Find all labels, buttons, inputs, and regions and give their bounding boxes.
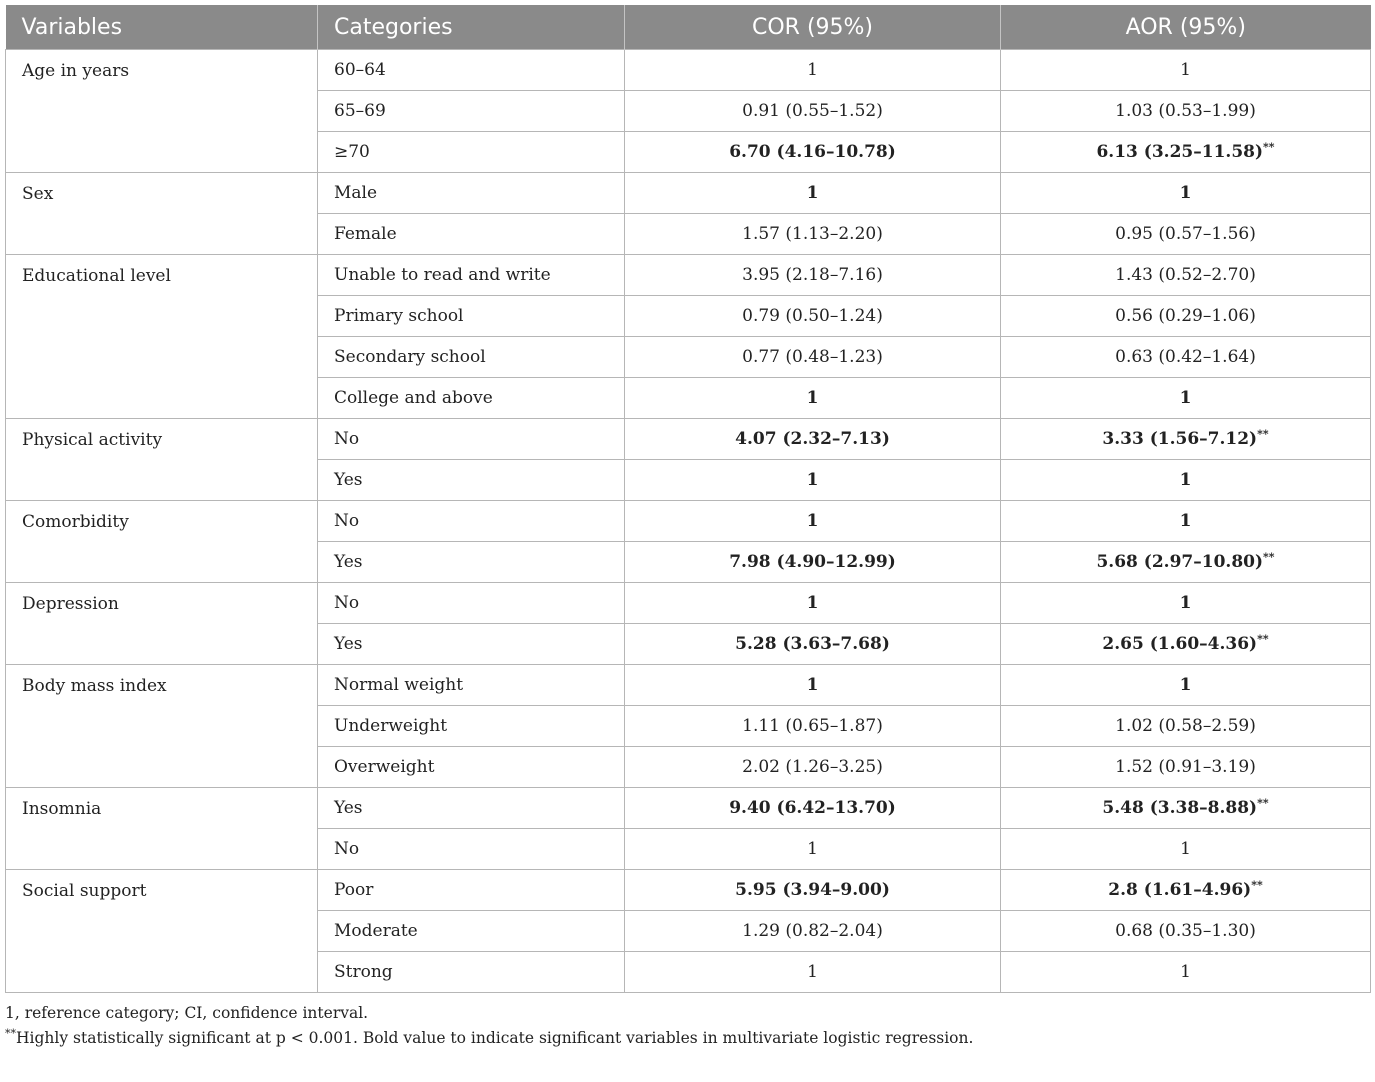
significance-marker: **	[1263, 140, 1275, 154]
variable-cell: Insomnia	[6, 788, 318, 870]
category-cell: No	[318, 829, 625, 870]
aor-cell	[1001, 337, 1371, 378]
aor-cell	[1001, 50, 1371, 91]
cor-cell	[625, 501, 1001, 542]
cor-value: 1.57 (1.13–2.20)	[742, 224, 883, 244]
cor-cell	[625, 378, 1001, 419]
aor-cell	[1001, 911, 1371, 952]
cor-cell	[625, 788, 1001, 829]
cor-cell	[625, 50, 1001, 91]
cor-value: 0.77 (0.48–1.23)	[742, 347, 883, 367]
significance-marker: **	[1251, 878, 1263, 892]
cor-value: 5.28 (3.63–7.68)	[735, 634, 890, 654]
cor-cell	[625, 419, 1001, 460]
aor-cell	[1001, 665, 1371, 706]
aor-value: 1	[1180, 60, 1191, 80]
category-cell: Normal weight	[318, 665, 625, 706]
category-cell: College and above	[318, 378, 625, 419]
footnote-reference: 1, reference category; CI, confidence interval.	[5, 1004, 369, 1022]
cor-cell	[625, 665, 1001, 706]
cor-cell	[625, 542, 1001, 583]
aor-value: 1	[1180, 839, 1191, 859]
aor-value: 3.33 (1.56–7.12)	[1102, 429, 1258, 449]
aor-value: 1.03 (0.53–1.99)	[1115, 101, 1256, 121]
aor-value: 1.52 (0.91–3.19)	[1115, 757, 1256, 777]
aor-value: 1	[1179, 388, 1192, 408]
table-row	[6, 173, 1371, 214]
cor-value: 1	[806, 183, 819, 203]
aor-value: 1	[1179, 675, 1192, 695]
header-cor: COR (95%)	[625, 5, 1001, 50]
header-row	[6, 5, 1371, 50]
aor-value: 1	[1180, 962, 1191, 982]
aor-value: 1.02 (0.58–2.59)	[1115, 716, 1256, 736]
aor-value: 1	[1179, 183, 1192, 203]
aor-cell	[1001, 91, 1371, 132]
aor-cell	[1001, 378, 1371, 419]
cor-cell	[625, 337, 1001, 378]
cor-value: 0.79 (0.50–1.24)	[742, 306, 883, 326]
category-cell: No	[318, 501, 625, 542]
aor-cell	[1001, 952, 1371, 993]
table-body	[6, 50, 1371, 993]
category-cell: Female	[318, 214, 625, 255]
cor-cell	[625, 624, 1001, 665]
aor-value: 1.43 (0.52–2.70)	[1115, 265, 1256, 285]
cor-value: 0.91 (0.55–1.52)	[742, 101, 883, 121]
cor-cell	[625, 460, 1001, 501]
cor-value: 1	[806, 388, 819, 408]
significance-marker: **	[1263, 550, 1275, 564]
variable-cell: Physical activity	[6, 419, 318, 501]
header-variables: Variables	[6, 5, 318, 50]
aor-value: 2.65 (1.60–4.36)	[1102, 634, 1258, 654]
aor-cell	[1001, 173, 1371, 214]
variable-cell: Comorbidity	[6, 501, 318, 583]
cor-cell	[625, 870, 1001, 911]
cor-cell	[625, 173, 1001, 214]
table-footnotes	[5, 1001, 1370, 1051]
table-row	[6, 255, 1371, 296]
cor-value: 2.02 (1.26–3.25)	[742, 757, 883, 777]
category-cell: Unable to read and write	[318, 255, 625, 296]
variable-cell: Educational level	[6, 255, 318, 419]
significance-marker: **	[1257, 427, 1269, 441]
aor-value: 0.68 (0.35–1.30)	[1115, 921, 1256, 941]
variable-cell: Depression	[6, 583, 318, 665]
table-row	[6, 788, 1371, 829]
results-table-container	[5, 5, 1370, 1051]
footnote-marker: **	[5, 1026, 16, 1040]
variable-cell: Body mass index	[6, 665, 318, 788]
aor-value: 0.95 (0.57–1.56)	[1115, 224, 1256, 244]
aor-cell	[1001, 624, 1371, 665]
cor-value: 1.29 (0.82–2.04)	[742, 921, 883, 941]
aor-cell	[1001, 132, 1371, 173]
footnote-significance-text: Highly statistically significant at p < 0.001. Bold value to indicate significant variables in multivariate logistic regression.	[16, 1029, 974, 1047]
aor-cell	[1001, 542, 1371, 583]
regression-table	[5, 5, 1371, 993]
header-aor: AOR (95%)	[1001, 5, 1371, 50]
aor-cell	[1001, 460, 1371, 501]
cor-cell	[625, 747, 1001, 788]
cor-cell	[625, 911, 1001, 952]
cor-value: 1	[807, 60, 818, 80]
cor-value: 1	[806, 593, 819, 613]
category-cell: Yes	[318, 788, 625, 829]
category-cell: Yes	[318, 460, 625, 501]
category-cell: No	[318, 419, 625, 460]
cor-cell	[625, 255, 1001, 296]
significance-marker: **	[1257, 796, 1269, 810]
aor-value: 5.48 (3.38–8.88)	[1102, 798, 1258, 818]
aor-cell	[1001, 214, 1371, 255]
table-row	[6, 870, 1371, 911]
cor-value: 9.40 (6.42–13.70)	[729, 798, 896, 818]
category-cell: Moderate	[318, 911, 625, 952]
cor-value: 1	[807, 839, 818, 859]
footnote-significance	[5, 1026, 1370, 1051]
cor-value: 1	[806, 470, 819, 490]
aor-value: 1	[1179, 470, 1192, 490]
cor-cell	[625, 706, 1001, 747]
header-categories: Categories	[318, 5, 625, 50]
category-cell: Male	[318, 173, 625, 214]
table-row	[6, 419, 1371, 460]
aor-value: 0.63 (0.42–1.64)	[1115, 347, 1256, 367]
aor-cell	[1001, 255, 1371, 296]
table-row	[6, 583, 1371, 624]
variable-cell: Sex	[6, 173, 318, 255]
aor-value: 1	[1179, 511, 1192, 531]
table-row	[6, 501, 1371, 542]
aor-value: 0.56 (0.29–1.06)	[1115, 306, 1256, 326]
cor-cell	[625, 132, 1001, 173]
cor-cell	[625, 91, 1001, 132]
table-row	[6, 50, 1371, 91]
cor-value: 3.95 (2.18–7.16)	[742, 265, 883, 285]
cor-value: 1	[807, 962, 818, 982]
cor-value: 1	[806, 675, 819, 695]
cor-cell	[625, 583, 1001, 624]
aor-value: 6.13 (3.25–11.58)	[1096, 142, 1264, 162]
cor-cell	[625, 296, 1001, 337]
category-cell: No	[318, 583, 625, 624]
category-cell: Primary school	[318, 296, 625, 337]
cor-value: 7.98 (4.90–12.99)	[729, 552, 896, 572]
aor-cell	[1001, 747, 1371, 788]
category-cell: 65–69	[318, 91, 625, 132]
cor-value: 1	[806, 511, 819, 531]
aor-cell	[1001, 501, 1371, 542]
category-cell: Yes	[318, 542, 625, 583]
variable-cell: Age in years	[6, 50, 318, 173]
cor-cell	[625, 829, 1001, 870]
cor-value: 1.11 (0.65–1.87)	[742, 716, 883, 736]
aor-cell	[1001, 870, 1371, 911]
table-header	[6, 5, 1371, 50]
cor-value: 5.95 (3.94–9.00)	[735, 880, 890, 900]
aor-value: 1	[1179, 593, 1192, 613]
category-cell: Poor	[318, 870, 625, 911]
category-cell: Strong	[318, 952, 625, 993]
significance-marker: **	[1257, 632, 1269, 646]
cor-cell	[625, 214, 1001, 255]
category-cell: 60–64	[318, 50, 625, 91]
aor-value: 5.68 (2.97–10.80)	[1096, 552, 1264, 572]
cor-value: 6.70 (4.16–10.78)	[729, 142, 896, 162]
category-cell: ≥70	[318, 132, 625, 173]
aor-cell	[1001, 583, 1371, 624]
aor-cell	[1001, 296, 1371, 337]
variable-cell: Social support	[6, 870, 318, 993]
category-cell: Secondary school	[318, 337, 625, 378]
cor-cell	[625, 952, 1001, 993]
aor-cell	[1001, 419, 1371, 460]
aor-cell	[1001, 788, 1371, 829]
cor-value: 4.07 (2.32–7.13)	[735, 429, 890, 449]
category-cell: Yes	[318, 624, 625, 665]
table-row	[6, 665, 1371, 706]
category-cell: Overweight	[318, 747, 625, 788]
category-cell: Underweight	[318, 706, 625, 747]
aor-cell	[1001, 706, 1371, 747]
aor-cell	[1001, 829, 1371, 870]
aor-value: 2.8 (1.61–4.96)	[1108, 880, 1252, 900]
